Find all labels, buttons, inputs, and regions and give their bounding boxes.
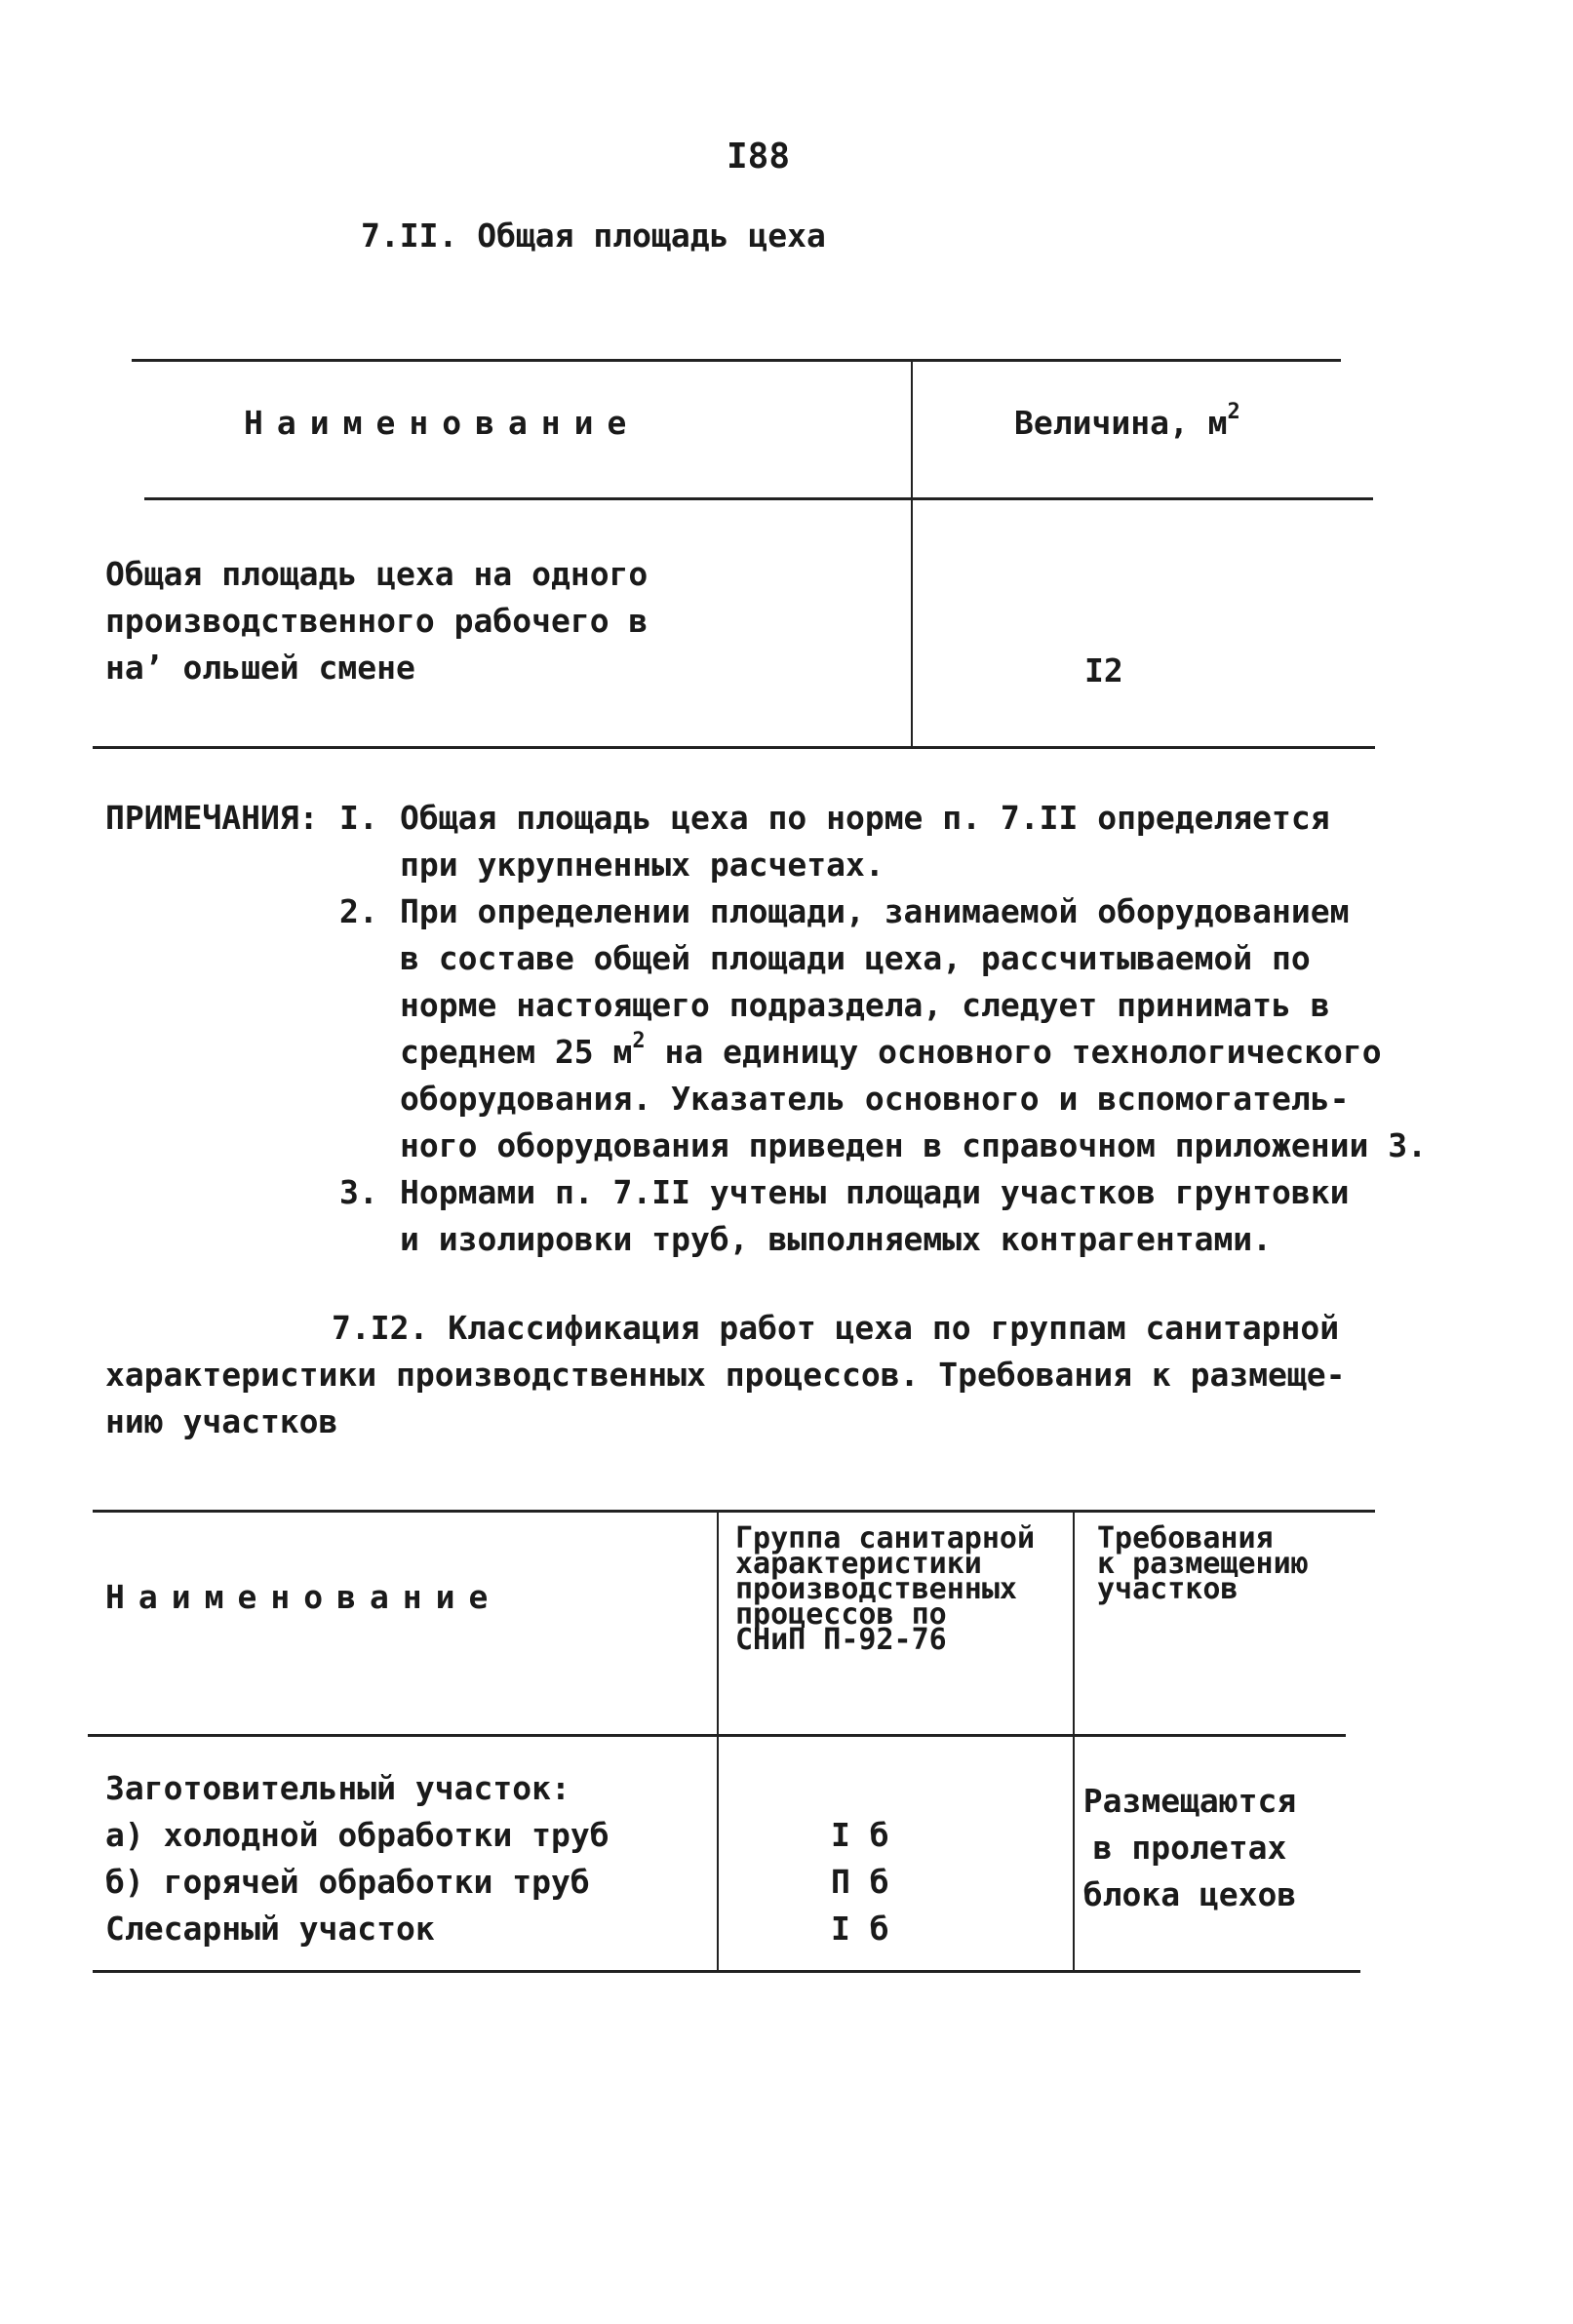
- table2-column-divider: [717, 1510, 719, 1971]
- table-row: б) горячей обработки труб: [105, 1863, 590, 1901]
- notes-label: ПРИМЕЧАНИЯ:: [105, 799, 319, 837]
- table2-bottom-rule: [93, 1970, 1360, 1973]
- table2-header-requirements: Требования к размещению участков: [1097, 1521, 1309, 1606]
- table2-top-rule: [93, 1510, 1375, 1513]
- note-number: 2.: [339, 892, 378, 930]
- note-line: Нормами п. 7.II учтены площади участков грунтовки: [400, 1173, 1350, 1211]
- table2-column-divider: [1073, 1510, 1075, 1971]
- table1-bottom-rule: [93, 746, 1375, 749]
- group-value: I б: [831, 1910, 889, 1948]
- table2-header-group: Группа санитарной характеристики производственных процессов по СНиП П-92-76: [735, 1521, 1036, 1657]
- note-line: норме настоящего подраздела, следует принимать в: [400, 986, 1330, 1024]
- table2-requirements: Размещаются в пролетах блока цехов: [1082, 1782, 1297, 1913]
- table2-group-values: [831, 1812, 889, 1952]
- table-row: Заготовительный участок:: [105, 1769, 570, 1807]
- table-row: а) холодной обработки труб: [105, 1816, 610, 1854]
- note-number: I.: [339, 799, 378, 837]
- section-title: 7.II. Общая площадь цеха: [361, 217, 826, 255]
- group-value: I б: [831, 1816, 889, 1854]
- table-row: Слесарный участок: [105, 1910, 435, 1948]
- table1-top-rule: [132, 359, 1341, 362]
- note-line: ного оборудования приведен в справочном приложении 3.: [400, 1126, 1427, 1164]
- note-number: 3.: [339, 1173, 378, 1211]
- note-line: при укрупненных расчетах.: [400, 846, 885, 884]
- table1-row-value: I2: [1084, 651, 1123, 689]
- table1-header-name: Наименование: [244, 404, 641, 442]
- note-line: среднем 25 $м^2$ на единицу основного технологического: [400, 1029, 1382, 1071]
- note-line: оборудования. Указатель основного и вспомогатель-: [400, 1080, 1350, 1118]
- table1-column-divider: [911, 359, 913, 747]
- paragraph-712: 7.I2. Классификация работ цеха по группам санитарной характеристики производственных процессов. Требования к размеще- нию участков: [105, 1309, 1346, 1440]
- table1-header-value: Величина, $м^2$: [1014, 400, 1240, 442]
- table2-row-names: [105, 1765, 610, 1952]
- note-line: и изолировки труб, выполняемых контрагентами.: [400, 1220, 1273, 1258]
- group-value: П б: [831, 1863, 889, 1901]
- table1-row-name: Общая площадь цеха на одного производственного рабочего в на’ ольшей смене: [105, 555, 649, 687]
- note-line: Общая площадь цеха по норме п. 7.II определяется: [400, 799, 1330, 837]
- note-line: в составе общей площади цеха, рассчитываемой по: [400, 939, 1311, 977]
- table1-header-rule: [144, 497, 1373, 500]
- table2-header-name: Наименование: [105, 1578, 502, 1616]
- page-number: I88: [727, 137, 791, 177]
- note-line: При определении площади, занимаемой оборудованием: [400, 892, 1350, 930]
